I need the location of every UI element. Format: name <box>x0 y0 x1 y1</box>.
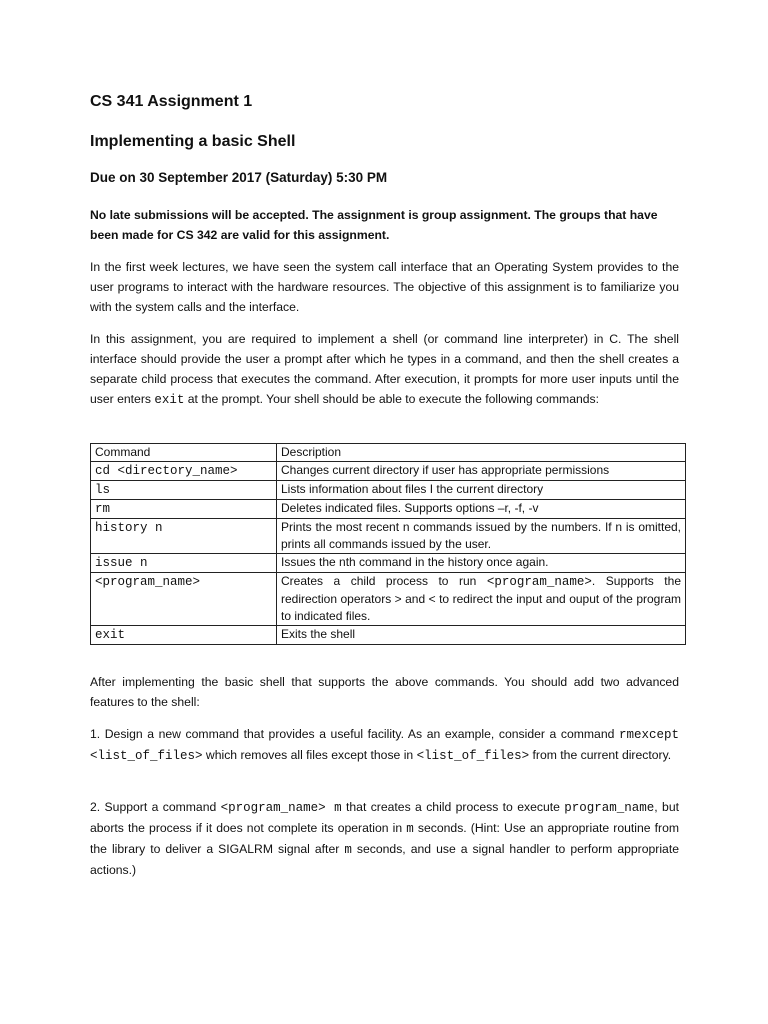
command-cell <box>91 462 277 481</box>
item2-text-5: seconds, and use a signal handler to perform appropriate actions.) <box>90 842 680 877</box>
command-cell <box>91 481 277 500</box>
description-cell: Exits the shell <box>277 626 686 645</box>
item2-code-2: program_name <box>564 801 655 815</box>
table-row <box>91 519 686 554</box>
description-code: <program_name> <box>486 575 592 589</box>
item2-text-2: that creates a child process to execute <box>346 800 560 814</box>
assignment-paragraph <box>90 329 679 410</box>
command-code: issue n <box>95 556 148 570</box>
item1-code-2: <list_of_files> <box>90 749 203 763</box>
table-row <box>91 500 686 519</box>
advanced-features-paragraph: After implementing the basic shell that supports the above commands. You should add two advanced features to the shell: <box>90 675 679 709</box>
command-cell <box>91 626 277 645</box>
command-code: ls <box>95 483 111 497</box>
description-cell <box>277 573 686 626</box>
table-row <box>91 626 686 645</box>
command-code: history n <box>95 521 163 535</box>
item1-code-3: <list_of_files> <box>416 749 530 763</box>
commands-table <box>90 443 686 645</box>
command-cell <box>91 500 277 519</box>
intro-paragraph: In the first week lectures, we have seen the system call interface that an Operating System provides to the user programs to interact with the hardware resources. The objective of this assignment is to familiarize you with the system calls and the interface. <box>90 260 679 314</box>
item2-code-1: <program_name> m <box>220 801 342 815</box>
table-row <box>91 462 686 481</box>
item1-text-2: which removes all files except those in <box>205 748 414 762</box>
command-code: rm <box>95 502 111 516</box>
description-cell: Changes current directory if user has appropriate permissions <box>277 462 686 481</box>
item2-code-4: m <box>344 843 352 857</box>
feature-item-2 <box>90 797 679 880</box>
command-code: cd <directory_name> <box>95 464 238 478</box>
document-title: CS 341 Assignment 1 <box>90 93 253 110</box>
item2-text-1: 2. Support a command <box>90 800 217 814</box>
exit-code: exit <box>154 393 185 407</box>
due-date: Due on 30 September 2017 (Saturday) 5:30 PM <box>90 170 388 185</box>
description-cell: Lists information about files I the current directory <box>277 481 686 500</box>
feature-item-1 <box>90 724 679 766</box>
item1-text-1: 1. Design a new command that provides a useful facility. As an example, consider a command <box>90 727 615 741</box>
table-row <box>91 554 686 573</box>
item2-text-4: seconds. (Hint: Use an appropriate routine from the library to deliver a SIGALRM signal after <box>90 821 680 856</box>
table-row <box>91 573 686 626</box>
item2-code-3: m <box>406 822 414 836</box>
item2-text-3: , but aborts the process if it does not complete its operation in <box>90 800 679 835</box>
assignment-text-1: In this assignment, you are required to implement a shell (or command line interpreter) in C. The shell interface should provide the user a prompt after which he types in a command, and then the shell creates a separate child process that executes the command. After execution, it prompts for more user inputs until the user enters <box>90 332 679 406</box>
table-header-row <box>91 444 686 462</box>
table-row <box>91 481 686 500</box>
header-description: Description <box>277 444 686 462</box>
description-cell: Prints the most recent n commands issued by the numbers. If n is omitted, prints all commands issued by the user. <box>277 519 686 554</box>
item1-text-3: from the current directory. <box>532 748 672 762</box>
command-code: exit <box>95 628 126 642</box>
description-text-1: Creates a child process to run <box>281 574 477 588</box>
item1-code-1: rmexcept <box>618 728 679 742</box>
description-cell: Issues the nth command in the history once again. <box>277 554 686 573</box>
document-subtitle: Implementing a basic Shell <box>90 133 296 150</box>
late-policy-paragraph: No late submissions will be accepted. The assignment is group assignment. The groups that have been made for CS 342 are valid for this assignment. <box>90 208 658 242</box>
header-command: Command <box>91 444 277 462</box>
description-cell: Deletes indicated files. Supports options –r, -f, -v <box>277 500 686 519</box>
command-cell <box>91 554 277 573</box>
command-cell <box>91 573 277 626</box>
command-cell <box>91 519 277 554</box>
assignment-text-2: at the prompt. Your shell should be able to execute the following commands: <box>187 392 600 406</box>
description-text-2: . Supports the redirection operators > and < to redirect the input and ouput of the program to indicated files. <box>281 574 681 623</box>
command-code: <program_name> <box>95 575 201 589</box>
